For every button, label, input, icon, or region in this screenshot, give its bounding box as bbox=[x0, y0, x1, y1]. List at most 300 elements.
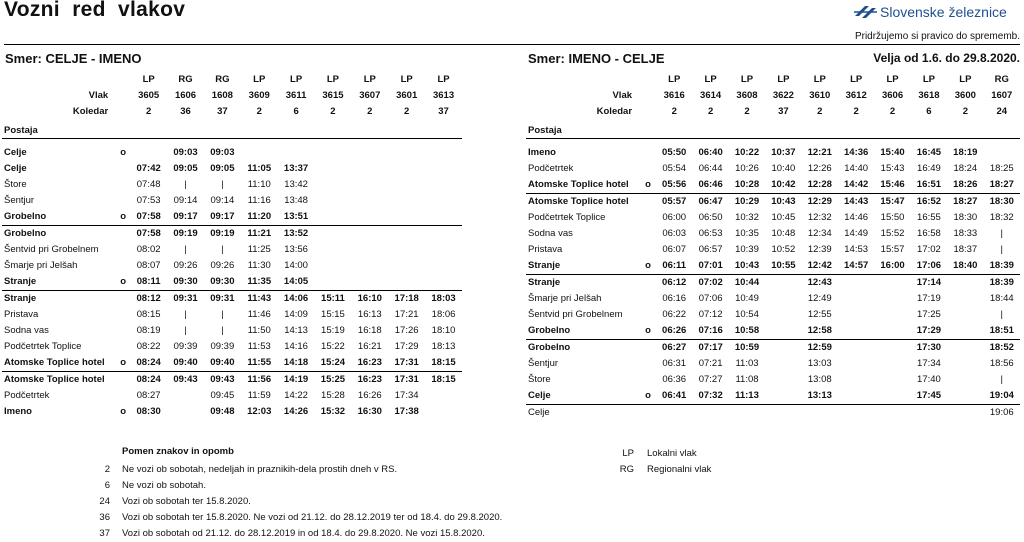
time-cell: 07:21 bbox=[698, 358, 723, 369]
station-name: Šentjur bbox=[528, 358, 559, 369]
legend-type-text: Lokalni vlak bbox=[647, 448, 697, 459]
train-type-cell: LP bbox=[704, 74, 717, 85]
time-cell: 15:32 bbox=[320, 406, 346, 417]
station-name: Podčetrtek bbox=[528, 163, 574, 174]
legend-notes bbox=[88, 446, 502, 542]
arrival-marker: o bbox=[116, 355, 130, 372]
time-cell: 18:03 bbox=[431, 293, 456, 304]
time-cell: 09:26 bbox=[173, 260, 198, 271]
time-cell: 09:43 bbox=[210, 374, 235, 385]
postaja-label: Postaja bbox=[2, 120, 116, 139]
time-cell: 09:26 bbox=[210, 260, 235, 271]
time-cell bbox=[315, 274, 352, 291]
calendar-cell: 6 bbox=[293, 106, 299, 117]
time-cell: 06:44 bbox=[698, 163, 723, 174]
time-cell bbox=[315, 258, 352, 274]
legend-key: 2 bbox=[104, 464, 110, 475]
table-row bbox=[2, 193, 462, 209]
table-row bbox=[526, 307, 1020, 323]
station-name: Atomske Toplice hotel bbox=[4, 374, 105, 385]
time-cell: 18:10 bbox=[431, 325, 456, 336]
train-number-cell: 3616 bbox=[663, 90, 685, 101]
time-cell bbox=[874, 388, 910, 405]
time-cell: 13:48 bbox=[284, 195, 308, 206]
table-row bbox=[526, 242, 1020, 258]
station-name: Šentvid pri Grobelnem bbox=[528, 309, 623, 320]
arrival-marker: o bbox=[640, 258, 656, 275]
arrival-marker: o bbox=[116, 209, 130, 226]
time-cell: 07:16 bbox=[692, 323, 728, 340]
time-cell: 11:05 bbox=[247, 163, 272, 174]
time-cell: 10:39 bbox=[735, 244, 759, 255]
station-name: Celje bbox=[526, 388, 640, 405]
time-cell bbox=[388, 274, 425, 291]
time-cell: 10:40 bbox=[771, 163, 796, 174]
calendar-cell: 2 bbox=[817, 106, 823, 117]
table-row bbox=[526, 323, 1020, 340]
train-number-cell: 3609 bbox=[248, 90, 270, 101]
time-cell: 12:59 bbox=[807, 342, 832, 353]
time-cell bbox=[278, 139, 315, 162]
calendar-cell: 37 bbox=[438, 106, 449, 117]
arrival-marker bbox=[116, 193, 130, 209]
time-cell: | bbox=[1000, 374, 1003, 385]
time-cell: 09:03 bbox=[210, 147, 235, 158]
arrival-marker: o bbox=[120, 406, 127, 417]
time-cell: 18:39 bbox=[984, 258, 1020, 275]
time-cell bbox=[838, 388, 874, 405]
blank-cell bbox=[640, 120, 1020, 139]
time-cell: 14:09 bbox=[284, 309, 308, 320]
time-cell bbox=[947, 323, 983, 340]
arrival-marker bbox=[640, 307, 656, 323]
arrival-marker bbox=[640, 161, 656, 177]
legend-type-text: Regionalni vlak bbox=[647, 464, 712, 475]
left-direction-heading: Smer: CELJE - IMENO bbox=[5, 51, 142, 66]
blank-cell bbox=[640, 88, 656, 104]
time-cell bbox=[656, 405, 692, 422]
time-cell: 07:27 bbox=[698, 374, 723, 385]
time-cell bbox=[351, 258, 388, 274]
time-cell bbox=[838, 307, 874, 323]
time-cell bbox=[388, 209, 425, 226]
time-cell: 15:47 bbox=[880, 196, 905, 207]
blank-cell bbox=[526, 72, 640, 88]
table-row bbox=[526, 275, 1020, 292]
time-cell: 12:43 bbox=[807, 277, 832, 288]
station-name: Atomske Toplice hotel bbox=[526, 177, 640, 194]
time-cell bbox=[167, 388, 204, 404]
time-cell: 12:49 bbox=[807, 293, 832, 304]
time-cell bbox=[838, 291, 874, 307]
legend-text: Ne vozi ob sobotah. bbox=[122, 480, 206, 491]
time-cell: 05:56 bbox=[656, 177, 692, 194]
station-name: Grobelno bbox=[4, 228, 47, 239]
time-cell bbox=[425, 209, 462, 226]
time-cell bbox=[838, 372, 874, 388]
time-cell: 15:28 bbox=[321, 390, 345, 401]
legend-key: 6 bbox=[104, 480, 110, 491]
time-cell bbox=[765, 291, 801, 307]
time-cell: 10:28 bbox=[729, 177, 765, 194]
legend-type-key: LP bbox=[622, 448, 634, 459]
time-cell: | bbox=[221, 244, 224, 255]
time-cell: 10:45 bbox=[771, 212, 796, 223]
station-name: Stranje bbox=[2, 274, 116, 291]
time-cell: 11:55 bbox=[241, 355, 278, 372]
time-cell: 18:44 bbox=[989, 293, 1014, 304]
time-cell: 09:31 bbox=[173, 293, 198, 304]
time-cell bbox=[838, 275, 874, 292]
calendar-cell: 2 bbox=[889, 106, 896, 117]
time-cell: 11:08 bbox=[735, 374, 759, 385]
time-cell: 15:46 bbox=[874, 177, 910, 194]
time-cell: 10:58 bbox=[729, 323, 765, 340]
station-name: Pristava bbox=[4, 309, 39, 320]
time-cell: 15:52 bbox=[880, 228, 905, 239]
train-number-cell: 3615 bbox=[322, 90, 344, 101]
time-cell: 11:50 bbox=[247, 325, 271, 336]
time-cell: 07:48 bbox=[136, 179, 161, 190]
time-cell bbox=[388, 242, 425, 258]
time-cell bbox=[351, 193, 388, 209]
time-cell: 06:00 bbox=[662, 212, 687, 223]
time-cell: 11:43 bbox=[247, 293, 272, 304]
time-cell: 08:12 bbox=[136, 293, 161, 304]
time-cell: 09:31 bbox=[210, 293, 235, 304]
time-cell: 09:05 bbox=[210, 163, 235, 174]
time-cell bbox=[351, 161, 388, 177]
train-type-cell: RG bbox=[178, 74, 193, 85]
train-number-cell: 3605 bbox=[138, 90, 160, 101]
time-cell: 15:25 bbox=[320, 374, 346, 385]
time-cell bbox=[947, 356, 983, 372]
table-row bbox=[2, 258, 462, 274]
table-row bbox=[526, 161, 1020, 177]
vlak-label: Vlak bbox=[612, 90, 633, 101]
time-cell: 10:37 bbox=[771, 147, 796, 158]
station-name: Imeno bbox=[4, 406, 32, 417]
time-cell: 06:27 bbox=[662, 342, 687, 353]
arrival-marker bbox=[116, 291, 130, 308]
time-cell: 06:57 bbox=[698, 244, 723, 255]
time-cell: 10:35 bbox=[735, 228, 759, 239]
train-type-cell: LP bbox=[363, 74, 376, 85]
calendar-cell: 2 bbox=[707, 106, 714, 117]
table-row bbox=[2, 177, 462, 193]
time-cell: 16:52 bbox=[916, 196, 942, 207]
time-cell bbox=[838, 356, 874, 372]
arrival-marker bbox=[116, 339, 130, 355]
time-cell: 15:40 bbox=[880, 147, 905, 158]
time-cell: 08:19 bbox=[136, 325, 161, 336]
time-cell bbox=[351, 226, 388, 243]
time-cell: 09:19 bbox=[173, 228, 198, 239]
time-cell: 16:55 bbox=[917, 212, 941, 223]
arrival-marker bbox=[640, 242, 656, 258]
station-name: Celje bbox=[528, 407, 550, 418]
calendar-cell: 2 bbox=[671, 106, 677, 117]
time-cell: 15:57 bbox=[880, 244, 905, 255]
time-cell bbox=[315, 226, 352, 243]
train-number-row bbox=[2, 88, 462, 104]
time-cell: 09:05 bbox=[173, 163, 198, 174]
time-cell: 16:18 bbox=[357, 325, 382, 336]
table-row bbox=[2, 291, 462, 308]
train-number-cell: 3612 bbox=[845, 90, 867, 101]
time-cell: 10:59 bbox=[734, 342, 760, 353]
time-cell bbox=[425, 404, 462, 420]
legend-item bbox=[88, 510, 502, 526]
time-cell: 10:32 bbox=[735, 212, 759, 223]
table-row bbox=[2, 372, 462, 389]
table-row bbox=[2, 274, 462, 291]
train-number-cell: 3610 bbox=[809, 90, 831, 101]
time-cell bbox=[765, 356, 801, 372]
time-cell: 18:27 bbox=[953, 196, 978, 207]
time-cell: 12:29 bbox=[807, 196, 832, 207]
time-cell: 17:18 bbox=[394, 293, 419, 304]
time-cell: 17:06 bbox=[911, 258, 947, 275]
time-cell: 09:39 bbox=[210, 341, 235, 352]
time-cell: 18:52 bbox=[989, 342, 1014, 353]
calendar-cell: 2 bbox=[367, 106, 373, 117]
time-cell: 09:14 bbox=[210, 195, 235, 206]
time-cell: | bbox=[184, 179, 187, 190]
arrival-marker bbox=[640, 226, 656, 242]
time-cell: 19:04 bbox=[984, 388, 1020, 405]
time-cell: 08:02 bbox=[136, 244, 161, 255]
calendar-cell: 6 bbox=[926, 106, 932, 117]
arrival-marker bbox=[640, 372, 656, 388]
time-cell: 13:52 bbox=[283, 228, 309, 239]
time-cell: | bbox=[1000, 228, 1003, 239]
arrival-marker bbox=[640, 139, 656, 162]
calendar-cell: 2 bbox=[404, 106, 410, 117]
time-cell: 17:29 bbox=[394, 341, 419, 352]
arrival-marker bbox=[116, 161, 130, 177]
train-number-cell: 1606 bbox=[174, 90, 197, 101]
time-cell: 08:07 bbox=[136, 260, 161, 271]
time-cell: 15:15 bbox=[321, 309, 345, 320]
time-cell: 06:26 bbox=[656, 323, 692, 340]
time-cell: 18:30 bbox=[989, 196, 1014, 207]
arrival-marker bbox=[640, 194, 656, 211]
table-row bbox=[2, 404, 462, 420]
time-cell: 18:33 bbox=[953, 228, 978, 239]
time-cell: 12:21 bbox=[807, 147, 832, 158]
time-cell: 14:43 bbox=[844, 196, 869, 207]
time-cell: 11:35 bbox=[241, 274, 278, 291]
time-cell: 12:39 bbox=[807, 244, 832, 255]
train-number-cell: 3613 bbox=[432, 90, 455, 101]
station-name: Pristava bbox=[528, 244, 563, 255]
time-cell: 18:51 bbox=[984, 323, 1020, 340]
calendar-cell: 2 bbox=[146, 106, 152, 117]
time-cell: 12:26 bbox=[807, 163, 832, 174]
time-cell: | bbox=[184, 244, 187, 255]
calendar-cell: 24 bbox=[996, 106, 1008, 117]
table-row bbox=[526, 356, 1020, 372]
table-row bbox=[2, 139, 462, 162]
calendar-cell: 36 bbox=[180, 106, 191, 117]
time-cell bbox=[425, 139, 462, 162]
time-cell: 16:49 bbox=[917, 163, 941, 174]
time-cell: 06:50 bbox=[698, 212, 723, 223]
time-cell bbox=[388, 226, 425, 243]
time-cell: 06:22 bbox=[662, 309, 687, 320]
table-row bbox=[526, 177, 1020, 194]
time-cell: 16:58 bbox=[917, 228, 941, 239]
calendar-row bbox=[2, 104, 462, 120]
time-cell: 15:24 bbox=[315, 355, 352, 372]
time-cell: 15:22 bbox=[321, 341, 345, 352]
legend-title: Pomen znakov in opomb bbox=[122, 446, 234, 457]
arrival-marker bbox=[640, 340, 656, 357]
time-cell bbox=[874, 372, 910, 388]
time-cell: 09:30 bbox=[204, 274, 241, 291]
train-type-cell: LP bbox=[253, 74, 266, 85]
time-cell: 06:40 bbox=[698, 147, 723, 158]
time-cell: 08:30 bbox=[136, 406, 161, 417]
train-number-cell: 3608 bbox=[736, 90, 758, 101]
time-cell: 11:30 bbox=[247, 260, 271, 271]
timetable-imeno-celje bbox=[526, 72, 1020, 421]
time-cell: 10:55 bbox=[765, 258, 801, 275]
blank-cell bbox=[116, 104, 130, 120]
time-cell: 18:15 bbox=[425, 355, 462, 372]
time-cell: 18:19 bbox=[953, 147, 978, 158]
time-cell bbox=[765, 405, 801, 422]
time-cell: 14:00 bbox=[284, 260, 308, 271]
time-cell: 06:41 bbox=[656, 388, 692, 405]
legend-text: Ne vozi ob sobotah, nedeljah in praznikih-dela prostih dneh v RS. bbox=[122, 464, 398, 475]
vlak-label: Vlak bbox=[88, 90, 109, 101]
time-cell bbox=[838, 340, 874, 357]
arrival-marker bbox=[640, 291, 656, 307]
train-type-cell: LP bbox=[400, 74, 413, 85]
time-cell: 07:17 bbox=[698, 342, 723, 353]
time-cell: 16:30 bbox=[357, 406, 382, 417]
station-name: Podčetrtek Toplice bbox=[528, 212, 606, 223]
time-cell: 18:39 bbox=[989, 277, 1014, 288]
time-cell bbox=[947, 340, 983, 357]
time-cell: 10:43 bbox=[729, 258, 765, 275]
train-type-cell: LP bbox=[886, 74, 899, 85]
time-cell: 15:19 bbox=[321, 325, 345, 336]
table-row bbox=[2, 161, 462, 177]
station-name: Štore bbox=[528, 374, 551, 385]
time-cell: 08:15 bbox=[136, 309, 161, 320]
station-name: Šmarje pri Jelšah bbox=[4, 260, 78, 271]
arrival-marker bbox=[116, 177, 130, 193]
time-cell: 06:46 bbox=[692, 177, 728, 194]
train-number-cell: 3607 bbox=[359, 90, 381, 101]
time-cell bbox=[802, 405, 838, 422]
train-type-row bbox=[2, 72, 462, 88]
time-cell bbox=[315, 193, 352, 209]
time-cell: 09:14 bbox=[173, 195, 198, 206]
time-cell bbox=[315, 242, 352, 258]
table-row bbox=[2, 209, 462, 226]
arrival-marker bbox=[640, 275, 656, 292]
time-cell: 18:56 bbox=[989, 358, 1014, 369]
time-cell: 08:24 bbox=[136, 374, 161, 385]
blank-cell bbox=[640, 72, 656, 88]
time-cell bbox=[911, 405, 947, 422]
time-cell bbox=[315, 177, 352, 193]
time-cell: 17:21 bbox=[394, 309, 419, 320]
time-cell bbox=[874, 275, 910, 292]
time-cell: 12:55 bbox=[807, 309, 832, 320]
calendar-cell: 2 bbox=[330, 106, 336, 117]
time-cell bbox=[874, 356, 910, 372]
arrival-marker bbox=[640, 405, 656, 422]
arrival-marker: o bbox=[640, 323, 656, 340]
time-cell bbox=[874, 307, 910, 323]
time-cell: 06:47 bbox=[698, 196, 723, 207]
time-cell: 06:12 bbox=[662, 277, 687, 288]
train-number-cell: 1607 bbox=[991, 90, 1013, 101]
time-cell: 09:19 bbox=[210, 228, 235, 239]
time-cell: | bbox=[184, 325, 187, 336]
train-type-cell: LP bbox=[290, 74, 303, 85]
station-name: Grobelno bbox=[528, 342, 571, 353]
time-cell: 07:42 bbox=[136, 163, 161, 174]
station-name: Grobelno bbox=[2, 209, 116, 226]
time-cell bbox=[874, 340, 910, 357]
time-cell: 11:13 bbox=[729, 388, 765, 405]
time-cell: 10:52 bbox=[771, 244, 796, 255]
time-cell: 19:06 bbox=[989, 407, 1014, 418]
train-number-cell: 3600 bbox=[954, 90, 976, 101]
station-name: Grobelno bbox=[526, 323, 640, 340]
arrival-marker bbox=[116, 307, 130, 323]
time-cell: 16:10 bbox=[357, 293, 382, 304]
train-type-cell: LP bbox=[142, 74, 155, 85]
time-cell: 10:48 bbox=[771, 228, 796, 239]
time-cell: 18:37 bbox=[953, 244, 978, 255]
arrival-marker: o bbox=[640, 177, 656, 194]
time-cell bbox=[947, 275, 983, 292]
time-cell: 14:42 bbox=[838, 177, 874, 194]
time-cell: 14:49 bbox=[844, 228, 869, 239]
time-cell: 12:03 bbox=[247, 406, 272, 417]
time-cell bbox=[388, 139, 425, 162]
time-cell: 11:20 bbox=[241, 209, 278, 226]
time-cell: 12:42 bbox=[802, 258, 838, 275]
time-cell bbox=[351, 274, 388, 291]
time-cell bbox=[425, 161, 462, 177]
table-row bbox=[2, 242, 462, 258]
time-cell: 09:43 bbox=[173, 374, 198, 385]
time-cell: 09:48 bbox=[210, 406, 235, 417]
train-number-row bbox=[526, 88, 1020, 104]
time-cell: 18:15 bbox=[431, 374, 456, 385]
train-type-cell: RG bbox=[994, 74, 1009, 85]
train-type-cell: LP bbox=[740, 74, 754, 85]
time-cell bbox=[874, 405, 910, 422]
time-cell: 06:03 bbox=[662, 228, 687, 239]
time-cell: 07:58 bbox=[130, 209, 167, 226]
table-row bbox=[2, 226, 462, 243]
blank-cell bbox=[116, 88, 130, 104]
time-cell bbox=[388, 193, 425, 209]
time-cell: 13:51 bbox=[278, 209, 315, 226]
time-cell: 14:05 bbox=[278, 274, 315, 291]
time-cell: 18:24 bbox=[953, 163, 978, 174]
time-cell: 08:22 bbox=[136, 341, 161, 352]
